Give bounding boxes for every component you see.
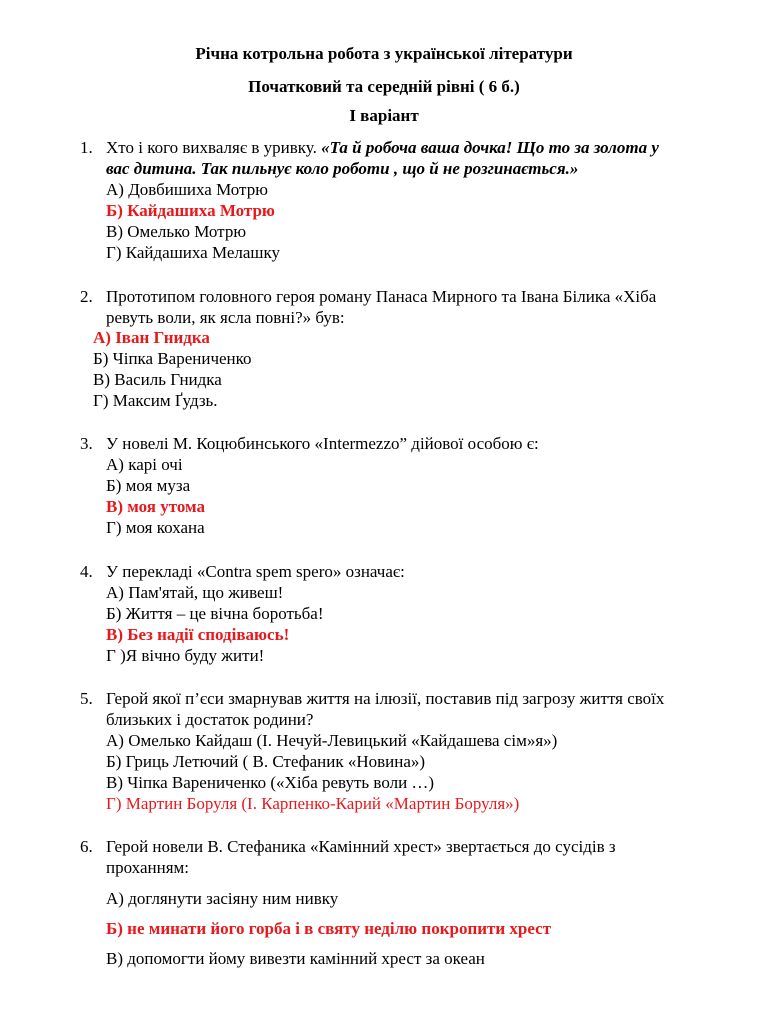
option-2a-correct: А) Іван Гнидка bbox=[93, 328, 210, 347]
question-number: 1. bbox=[80, 138, 93, 157]
question-3 bbox=[80, 433, 730, 454]
option-6c: В) допомогти йому вивезти камінний хрест за океан bbox=[106, 949, 485, 968]
question-number: 2. bbox=[80, 287, 93, 306]
option-2d: Г) Максим Ґудзь. bbox=[93, 391, 218, 410]
option-1b-correct: Б) Кайдашиха Мотрю bbox=[106, 201, 275, 220]
option-1a: А) Довбишиха Мотрю bbox=[106, 180, 268, 199]
level-subtitle: Початковий та середній рівні ( 6 б.) bbox=[248, 77, 520, 96]
option-3d: Г) моя кохана bbox=[106, 518, 205, 537]
option-5d-correct: Г) Мартин Боруля (І. Карпенко-Карий «Мартин Боруля») bbox=[106, 794, 520, 813]
document-title: Річна котрольна робота з української літератури bbox=[195, 44, 573, 63]
option-2b: Б) Чіпка Варениченко bbox=[93, 349, 252, 368]
question-4 bbox=[80, 561, 730, 582]
question-2 bbox=[80, 286, 730, 328]
question-1 bbox=[80, 137, 730, 179]
option-3a: А) карі очі bbox=[106, 455, 183, 474]
option-6a: А) доглянути засіяну ним нивку bbox=[106, 889, 339, 908]
question-text: У новелі М. Коцюбинського «Intermezzo” дійової особою є: bbox=[106, 434, 539, 453]
question-number: 5. bbox=[80, 689, 93, 708]
question-5 bbox=[80, 688, 730, 730]
option-4c-correct: В) Без надії сподіваюсь! bbox=[106, 625, 290, 644]
option-4b: Б) Життя – це вічна боротьба! bbox=[106, 604, 324, 623]
option-3c-correct: В) моя утома bbox=[106, 497, 205, 516]
option-2c: В) Василь Гнидка bbox=[93, 370, 222, 389]
option-1d: Г) Кайдашиха Мелашку bbox=[106, 243, 281, 262]
option-3b: Б) моя муза bbox=[106, 476, 191, 495]
option-1c: В) Омелько Мотрю bbox=[106, 222, 247, 241]
question-text: У перекладі «Contra spem spero» означає: bbox=[106, 562, 405, 581]
question-text: Герой якої п’єси змарнував життя на ілюзії, поставив під загрозу життя своїх близьких і достаток родини? bbox=[106, 689, 665, 729]
question-number: 3. bbox=[80, 434, 93, 453]
option-5c: В) Чіпка Варениченко («Хіба ревуть воли …) bbox=[106, 773, 435, 792]
option-4d: Г )Я вічно буду жити! bbox=[106, 646, 265, 665]
question-number: 6. bbox=[80, 837, 93, 856]
question-number: 4. bbox=[80, 562, 93, 581]
option-6b-correct: Б) не минати його горба і в святу неділю покропити хрест bbox=[106, 919, 552, 938]
question-text: Герой новели В. Стефаника «Камінний хрест» звертається до сусідів з проханням: bbox=[106, 837, 616, 877]
variant-heading: І варіант bbox=[349, 106, 419, 125]
question-text: Хто і кого вихваляє в уривку. «Та й робоча ваша дочка! Що то за золота у вас дитина. Так пильнує коло роботи , що й не розгинається.» bbox=[106, 138, 659, 178]
option-5b: Б) Гриць Летючий ( В. Стефаник «Новина») bbox=[106, 752, 426, 771]
question-text: Прототипом головного героя роману Панаса Мирного та Івана Білика «Хіба ревуть воли, як ясла повні?» був: bbox=[106, 287, 657, 327]
option-5a: А) Омелько Кайдаш (І. Нечуй-Левицький «Кайдашева сім»я») bbox=[106, 731, 558, 750]
question-6 bbox=[80, 836, 730, 878]
option-4a: А) Пам'ятай, що живеш! bbox=[106, 583, 284, 602]
